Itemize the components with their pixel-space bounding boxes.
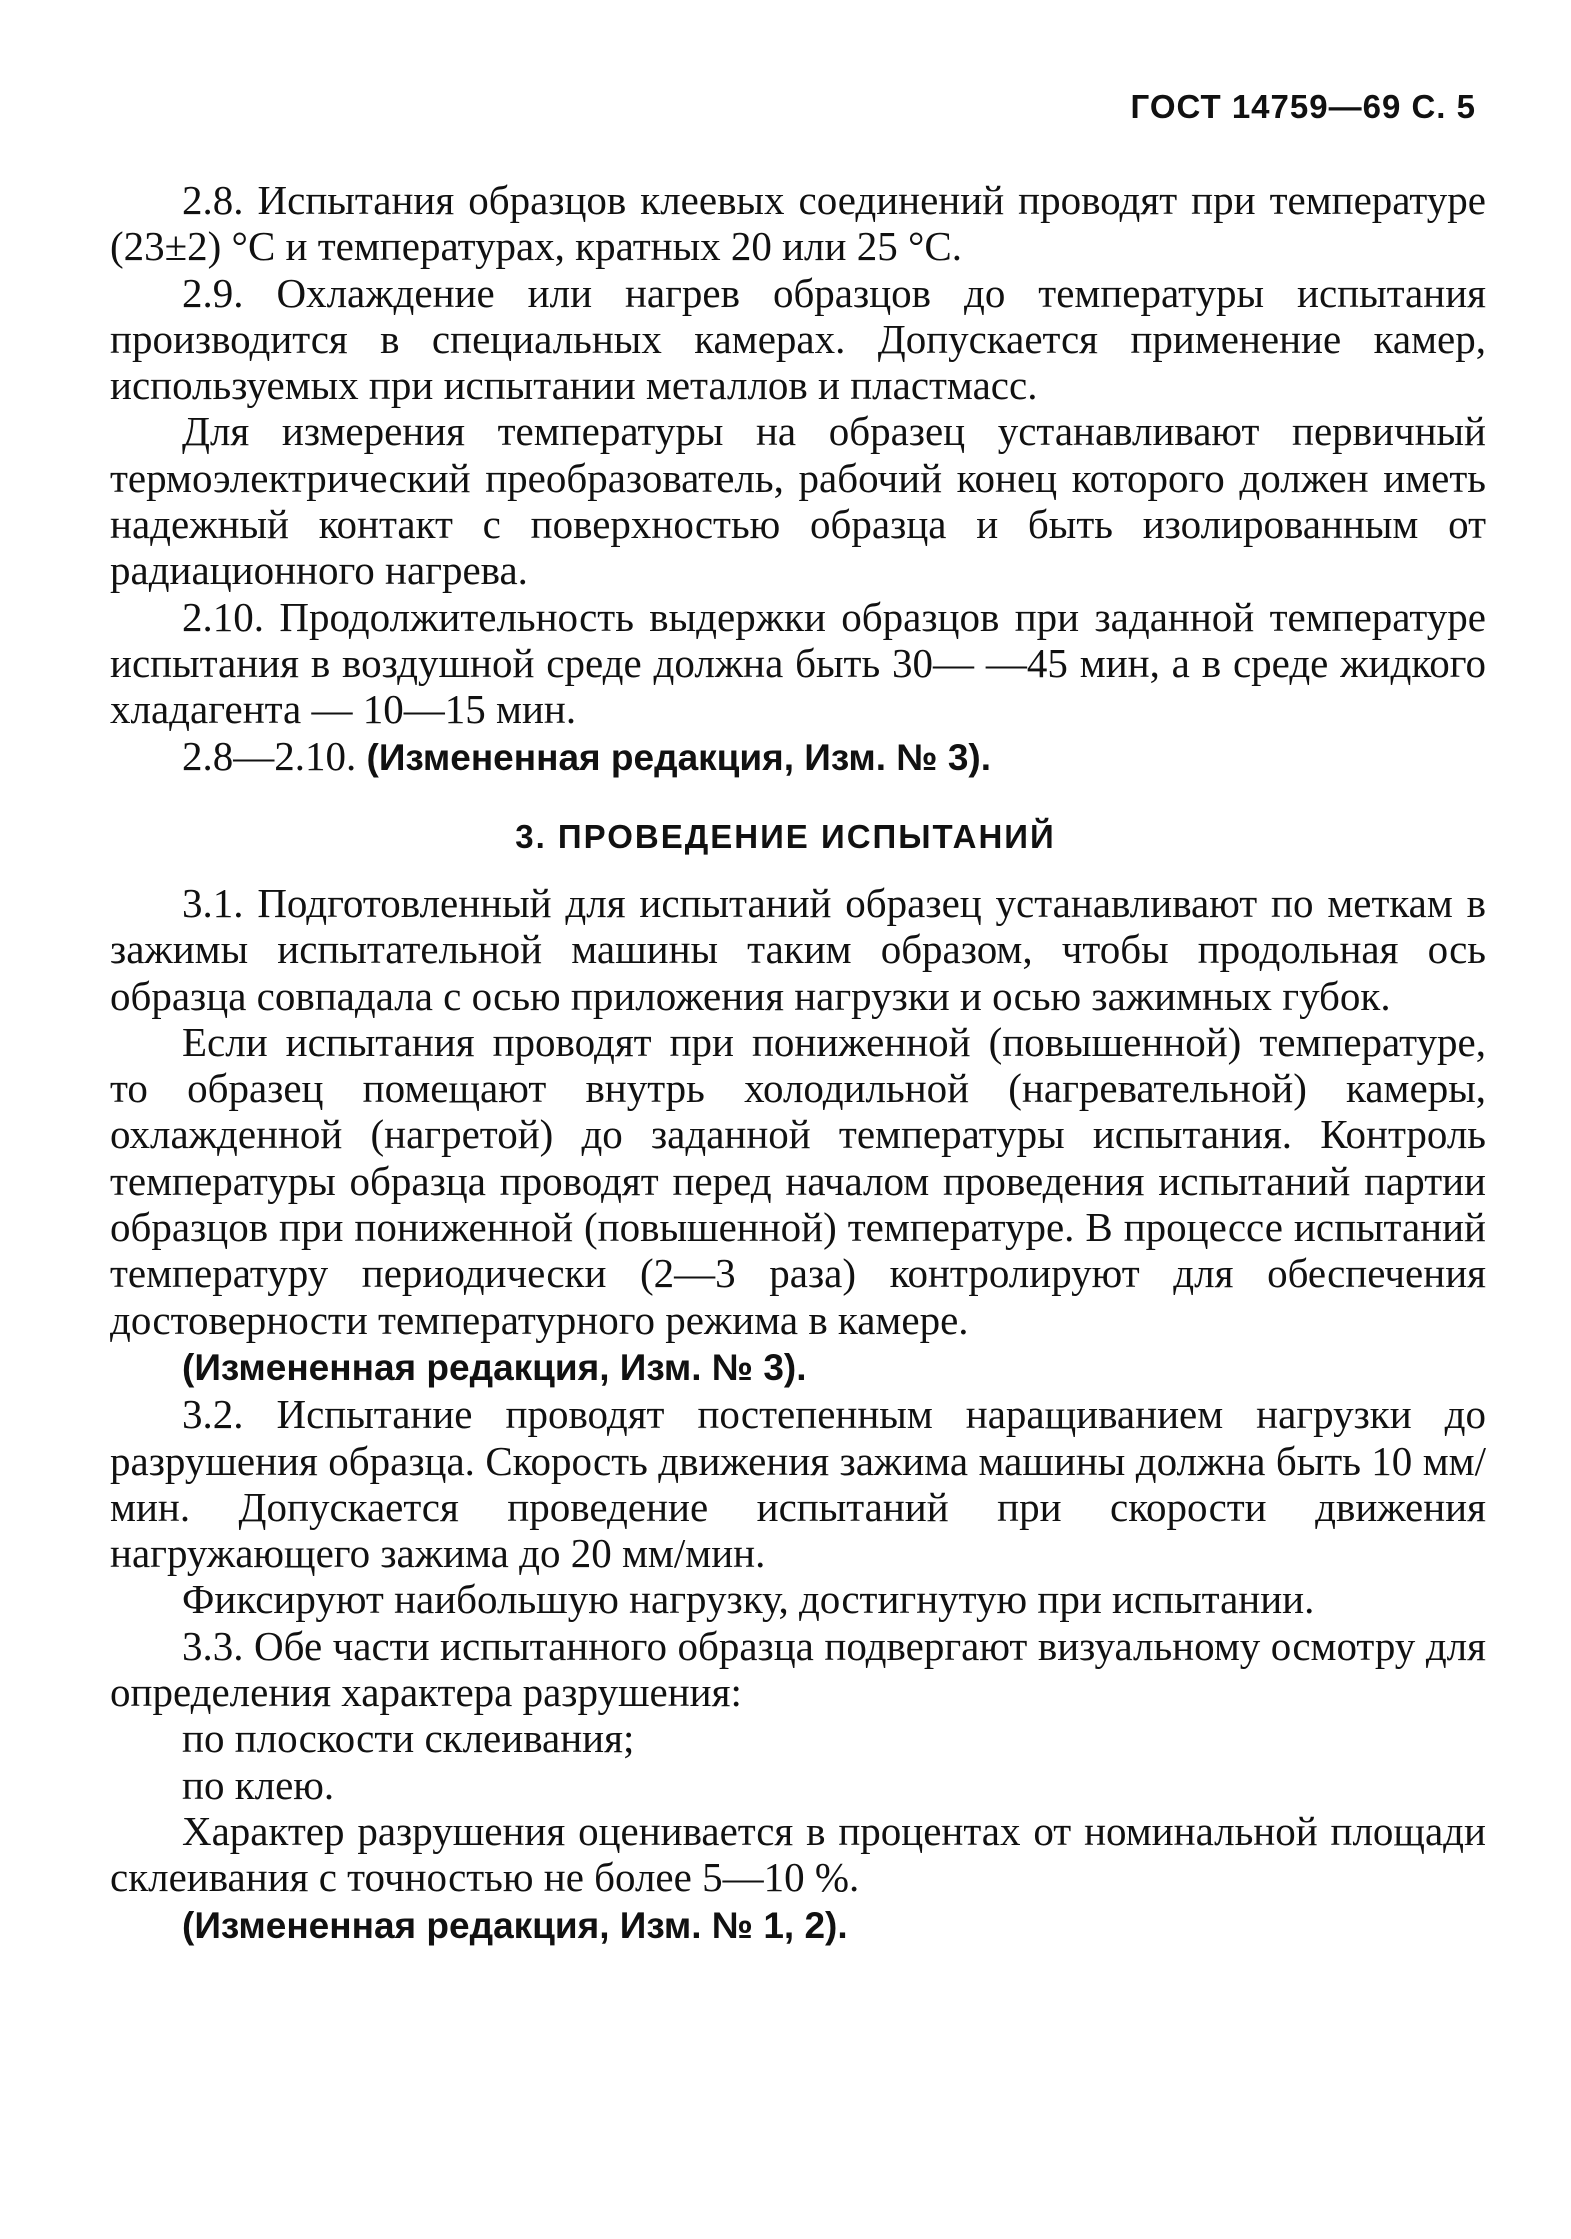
- amendment-text: (Измененная редакция, Изм. № 1, 2).: [182, 1904, 848, 1946]
- amendment-range: 2.8—2.10.: [182, 732, 367, 779]
- paragraph-2-8: 2.8. Испытания образцов клеевых соединений проводят при температуре (23±2) °С и температурах, кратных 20 или 25 °С.: [110, 177, 1486, 270]
- paragraph-3-1: 3.1. Подготовленный для испытаний образец устанавливают по меткам в зажимы испытательной машины таким образом, чтобы продольная ось образца совпадала с осью приложения нагрузки и осью зажимных губок.: [110, 880, 1486, 1019]
- list-item: по клею.: [182, 1761, 335, 1808]
- running-header: ГОСТ 14759—69 С. 5: [1130, 88, 1476, 125]
- paragraph-3-2: 3.2. Испытание проводят постепенным наращиванием нагрузки до разрушения образца. Скорость движения зажима машины должна быть 10 мм/мин. Допускается проведение испытаний при скорости движения нагружающего зажима до 20 мм/мин.: [110, 1391, 1486, 1577]
- amendment-note-2-8-2-10: [110, 733, 1486, 781]
- section-3-heading: 3. ПРОВЕДЕНИЕ ИСПЫТАНИЙ: [515, 818, 1056, 855]
- paragraph-2-9: 2.9. Охлаждение или нагрев образцов до температуры испытания производится в специальных камерах. Допускается применение камер, используемых при испытании металлов и пластмасс.: [110, 269, 1486, 409]
- section-2-continuation: [110, 177, 1486, 781]
- amendment-text: (Измененная редакция, Изм. № 3).: [182, 1346, 807, 1388]
- list-item: по плоскости склеивания;: [182, 1715, 635, 1762]
- paragraph-3-2-fixation: Фиксируют наибольшую нагрузку, достигнутую при испытании.: [182, 1576, 1315, 1623]
- section-3-body: [110, 880, 1486, 1949]
- amendment-text: (Измененная редакция, Изм. № 3).: [366, 736, 992, 778]
- paragraph-2-10: 2.10. Продолжительность выдержки образцов при заданной температуре испытания в воздушной среде должна быть 30— —45 мин, а в среде жидкого хладагента — 10—15 мин.: [110, 593, 1486, 733]
- paragraph-3-3-assessment: Характер разрушения оценивается в процентах от номинальной площади склеивания с точностью не более 5—10 %.: [110, 1807, 1486, 1901]
- paragraph-3-1-temperature: Если испытания проводят при пониженной (повышенной) температуре, то образец помещают внутрь холодильной (нагревательной) камеры, охлажденной (нагретой) до заданной температуры испытания. Контроль температуры образца проводят перед началом проведения испытаний партии образцов при пониженной (повышенной) температуре. В процессе испытаний температуру периодически (2—3 раза) контролируют для обеспечения достоверности температурного режима в камере.: [110, 1018, 1486, 1343]
- amendment-note-3-1: [110, 1343, 1486, 1391]
- amendment-note-3-3: [110, 1901, 1486, 1949]
- paragraph-2-9-measurement: Для измерения температуры на образец устанавливают первичный термоэлектрический преобразователь, рабочий конец которого должен иметь надежный контакт с поверхностью образца и быть изолированным от радиационного нагрева.: [110, 408, 1486, 594]
- paragraph-3-3: 3.3. Обе части испытанного образца подвергают визуальному осмотру для определения характера разрушения:: [110, 1622, 1486, 1716]
